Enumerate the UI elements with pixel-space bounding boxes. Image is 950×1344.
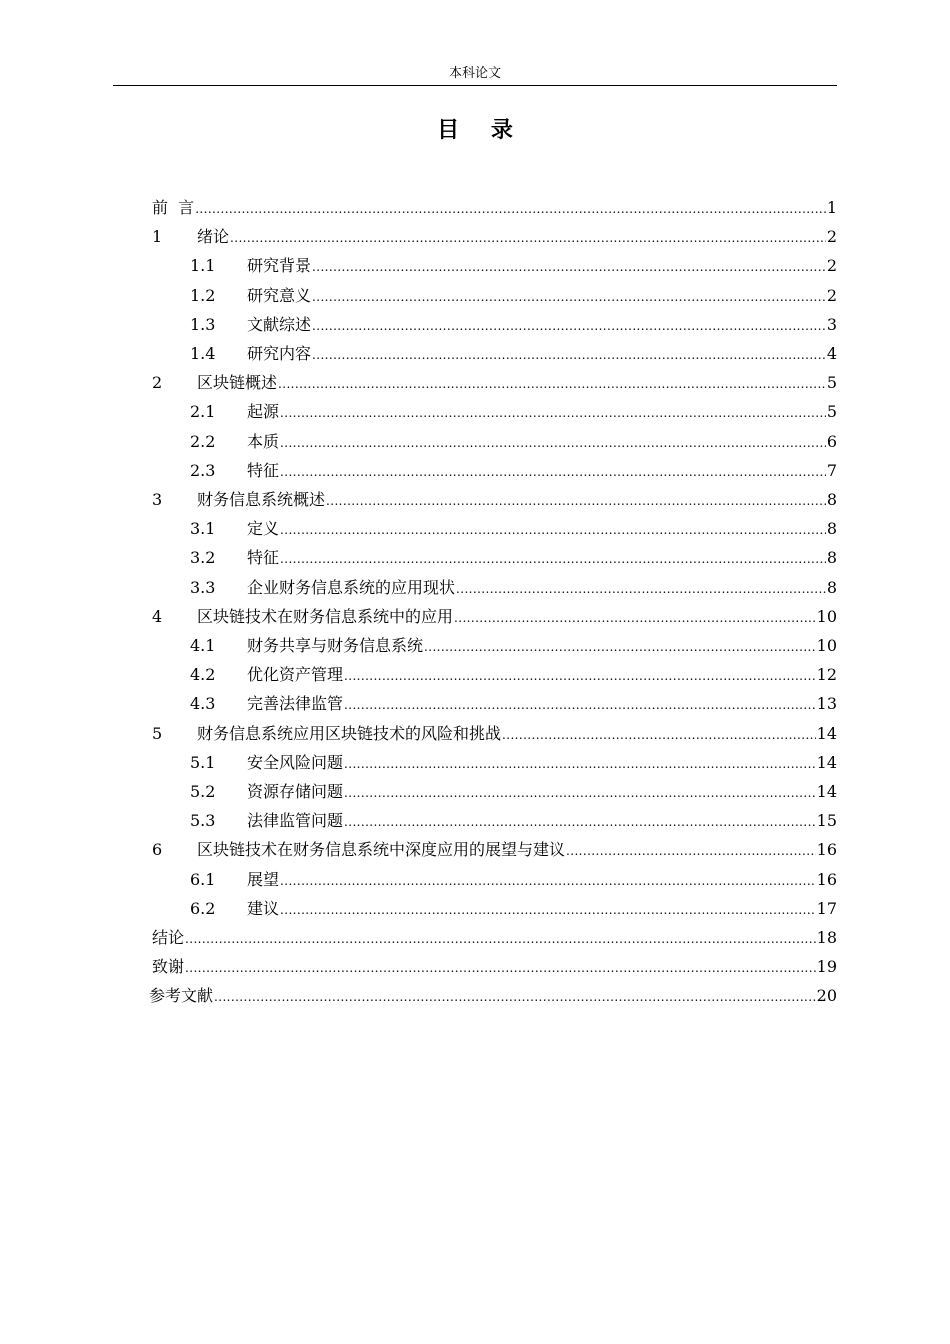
toc-entry-page-number: 8	[826, 577, 837, 597]
toc-entry-label: 资源存储问题	[247, 782, 344, 801]
toc-entry-page-number: 14	[816, 723, 837, 743]
toc-dot-leader	[344, 750, 816, 779]
toc-entry[interactable]	[190, 777, 837, 806]
toc-entry-number: 1.1	[190, 256, 216, 276]
toc-entry-number: 1	[152, 227, 163, 247]
toc-entry-page-number: 17	[816, 898, 837, 918]
toc-entry[interactable]	[190, 806, 837, 835]
toc-dot-leader	[185, 925, 816, 954]
toc-entry-label: 财务信息系统应用区块链技术的风险和挑战	[197, 723, 502, 743]
toc-dot-leader	[344, 662, 816, 691]
toc-entry-label: 区块链技术在财务信息系统中深度应用的展望与建议	[197, 840, 566, 860]
toc-entry-label: 财务信息系统概述	[197, 490, 326, 509]
toc-entry-label: 区块链技术在财务信息系统中的应用	[197, 606, 454, 626]
toc-dot-leader	[344, 779, 816, 808]
toc-entry[interactable]	[152, 602, 837, 631]
toc-entry-number: 3	[152, 490, 163, 509]
toc-entry-label: 安全风险问题	[247, 752, 344, 772]
toc-entry-label: 定义	[247, 519, 280, 539]
toc-entry-page-number: 2	[826, 285, 837, 305]
toc-entry-page-number: 19	[816, 957, 837, 977]
toc-dot-leader	[280, 458, 826, 487]
toc-entry-number: 3.2	[190, 548, 216, 568]
toc-entry[interactable]	[190, 689, 837, 718]
toc-entry-page-number: 16	[816, 840, 837, 860]
toc-entry-page-number: 6	[826, 431, 837, 451]
toc-entry[interactable]	[190, 865, 837, 894]
toc-dot-leader	[312, 341, 826, 370]
toc-entry-label: 研究内容	[247, 344, 312, 363]
toc-entry-label: 致谢	[152, 957, 185, 977]
toc-entry-page-number: 2	[826, 256, 837, 276]
toc-entry[interactable]	[152, 485, 837, 514]
toc-entry-label: 区块链概述	[197, 373, 278, 393]
toc-entry[interactable]	[190, 894, 837, 923]
toc-entry-number: 5.2	[190, 782, 216, 801]
toc-entry-number: 2.2	[190, 431, 216, 451]
toc-entry[interactable]	[190, 397, 837, 426]
toc-dot-leader	[280, 896, 816, 925]
toc-dot-leader	[280, 516, 826, 545]
toc-entry-label: 文献综述	[247, 314, 312, 334]
toc-dot-leader	[312, 253, 826, 282]
toc-entry-page-number: 2	[826, 227, 837, 247]
toc-entry-label: 起源	[247, 402, 280, 422]
toc-entry-number: 2	[152, 373, 163, 393]
toc-entry-label: 本质	[247, 431, 280, 451]
toc-dot-leader	[214, 983, 816, 1012]
toc-entry[interactable]	[152, 719, 837, 748]
toc-entry[interactable]	[190, 631, 837, 660]
toc-entry[interactable]	[190, 251, 837, 280]
toc-dot-leader	[312, 312, 826, 341]
toc-entry-label: 企业财务信息系统的应用现状	[247, 577, 456, 597]
toc-dot-leader	[424, 633, 816, 662]
toc-entry-page-number: 14	[816, 752, 837, 772]
toc-dot-leader	[230, 224, 826, 253]
toc-entry-label: 法律监管问题	[247, 811, 344, 831]
toc-entry-number: 3.3	[190, 577, 216, 597]
toc-entry-number: 4	[152, 606, 163, 626]
toc-entry[interactable]	[190, 310, 837, 339]
toc-entry[interactable]	[190, 339, 837, 368]
toc-entry[interactable]	[190, 748, 837, 777]
toc-entry-number: 5.3	[190, 811, 216, 831]
running-header: 本科论文	[448, 66, 501, 81]
toc-dot-leader	[280, 399, 826, 428]
toc-entry[interactable]	[190, 573, 837, 602]
toc-entry-label: 研究背景	[247, 256, 312, 276]
toc-entry-number: 5.1	[190, 752, 216, 772]
toc-entry[interactable]	[152, 835, 837, 864]
toc-entry-number: 5	[152, 723, 163, 743]
toc-dot-leader	[312, 283, 826, 312]
toc-entry[interactable]	[152, 368, 837, 397]
toc-entry-number: 3.1	[190, 519, 216, 539]
toc-entry-label: 参考文献	[149, 986, 214, 1006]
toc-entry-number: 2.3	[190, 460, 216, 480]
toc-entry-page-number: 13	[816, 694, 837, 714]
toc-dot-leader	[344, 691, 816, 720]
toc-dot-leader	[280, 429, 826, 458]
toc-entry-label: 完善法律监管	[247, 694, 344, 714]
toc-entry-page-number: 12	[816, 665, 837, 685]
toc-entry[interactable]	[152, 193, 837, 222]
toc-entry-page-number: 5	[826, 373, 837, 393]
toc-entry[interactable]	[152, 222, 837, 251]
toc-entry-number: 4.3	[190, 694, 216, 714]
toc-entry-page-number: 14	[816, 782, 837, 801]
toc-entry-label: 特征	[247, 548, 280, 568]
toc-entry-number: 6.2	[190, 898, 216, 918]
toc-entry-label: 优化资产管理	[247, 665, 344, 685]
toc-entry-label: 展望	[247, 869, 280, 889]
header-divider	[113, 85, 837, 86]
toc-dot-leader	[454, 604, 816, 633]
toc-dot-leader	[280, 867, 816, 896]
toc-entry-number: 6	[152, 840, 163, 860]
toc-entry-number: 6.1	[190, 869, 216, 889]
toc-entry-number: 4.2	[190, 665, 216, 685]
toc-entry[interactable]	[149, 981, 837, 1010]
toc-dot-leader	[185, 954, 816, 983]
toc-dot-leader	[326, 487, 826, 516]
toc-entry-page-number: 10	[816, 636, 837, 655]
toc-entry-label: 特征	[247, 460, 280, 480]
toc-entry-page-number: 18	[816, 928, 837, 947]
toc-entry-page-number: 5	[826, 402, 837, 422]
toc-dot-leader	[280, 545, 826, 574]
toc-dot-leader	[195, 195, 826, 224]
toc-entry-number: 2.1	[190, 402, 216, 422]
toc-entry-page-number: 1	[826, 198, 837, 217]
toc-entry[interactable]	[190, 660, 837, 689]
toc-entry-page-number: 20	[816, 986, 837, 1006]
toc-entry-label: 结论	[152, 928, 185, 947]
toc-entry[interactable]	[190, 281, 837, 310]
toc-dot-leader	[278, 370, 826, 399]
toc-entry-number: 1.4	[190, 344, 216, 363]
toc-entry[interactable]	[190, 543, 837, 572]
toc-dot-leader	[344, 808, 816, 837]
toc-dot-leader	[566, 837, 816, 866]
toc-entry[interactable]	[152, 923, 837, 952]
toc-entry-label: 建议	[247, 898, 280, 918]
toc-entry-page-number: 3	[826, 314, 837, 334]
toc-entry[interactable]	[190, 427, 837, 456]
toc-entry-number: 4.1	[190, 636, 216, 655]
toc-entry-page-number: 4	[826, 344, 837, 363]
toc-entry-label: 前 言	[152, 198, 195, 217]
toc-entry-number: 1.3	[190, 314, 216, 334]
toc-entry-page-number: 15	[816, 811, 837, 831]
toc-entry-page-number: 8	[826, 548, 837, 568]
toc-dot-leader	[456, 575, 826, 604]
toc-entry-label: 绪论	[197, 227, 230, 247]
toc-entry[interactable]	[190, 514, 837, 543]
toc-entry-page-number: 8	[826, 490, 837, 509]
toc-entry-label: 财务共享与财务信息系统	[247, 636, 424, 655]
toc-entry-page-number: 8	[826, 519, 837, 539]
toc-entry-page-number: 16	[816, 869, 837, 889]
toc-entry[interactable]	[152, 952, 837, 981]
toc-dot-leader	[502, 721, 816, 750]
toc-entry-page-number: 7	[826, 460, 837, 480]
toc-entry-number: 1.2	[190, 285, 216, 305]
toc-title: 目 录	[437, 118, 525, 143]
toc-entry[interactable]	[190, 456, 837, 485]
toc-entry-page-number: 10	[816, 606, 837, 626]
toc-entry-label: 研究意义	[247, 285, 312, 305]
